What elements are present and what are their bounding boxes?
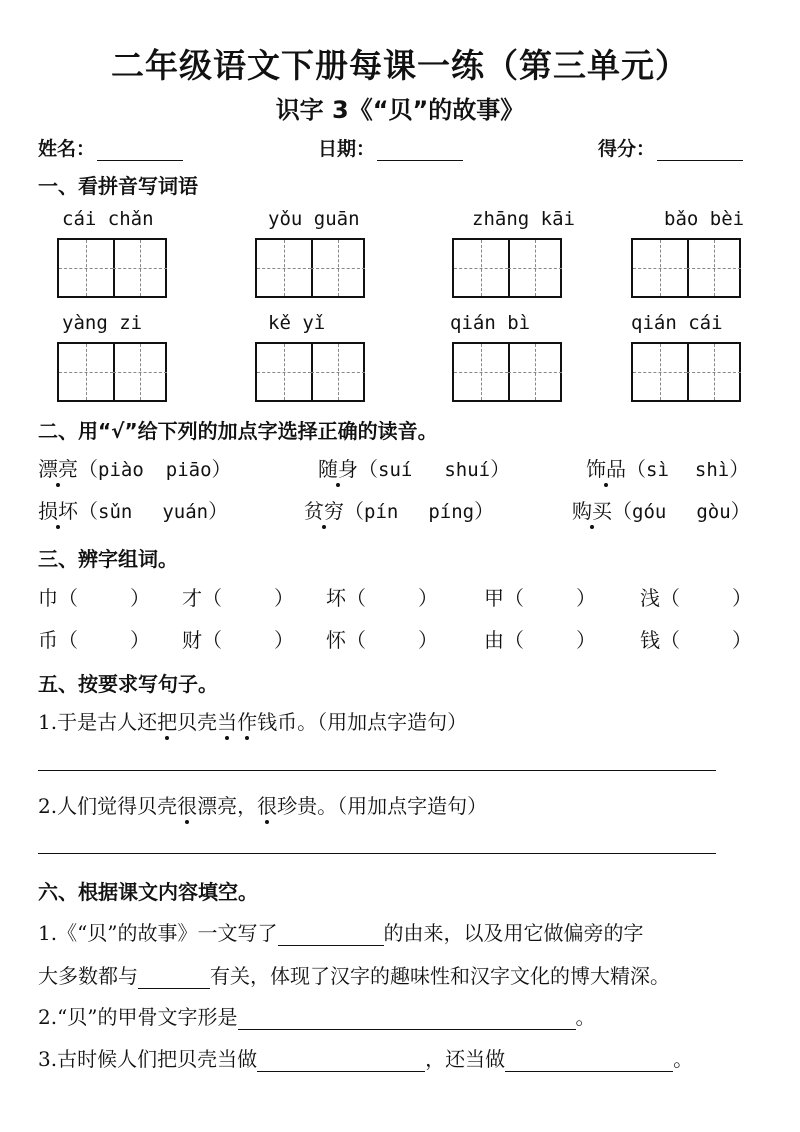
pronunciation-item[interactable]: 饰品（sì shì） [586, 453, 749, 482]
answer-line[interactable] [38, 853, 716, 854]
pinyin-label: kě yǐ [268, 312, 326, 334]
word-group-item[interactable]: 才（ ） [182, 586, 294, 610]
answer-line[interactable] [38, 770, 716, 771]
date-blank[interactable] [377, 142, 463, 161]
pinyin-label: yàng zi [62, 312, 143, 334]
name-label: 姓名： [38, 138, 96, 160]
pinyin-label: cái chǎn [62, 208, 154, 230]
section1-heading: 一、看拼音写词语 [38, 174, 198, 198]
fill-blank-line-3: 2.“贝”的甲骨文字形是 。 [38, 1005, 596, 1029]
option-2[interactable]: píng [428, 501, 475, 523]
sentence-prompt-2: 2.人们觉得贝壳很漂亮，很珍贵。（用加点字造句） [38, 790, 487, 819]
word-group-item[interactable]: 财（ ） [182, 628, 294, 652]
fill-blank-line-1: 1.《“贝”的故事》一文写了 的由来，以及用它做偏旁的字 [38, 921, 644, 945]
sentence-prompt-1: 1.于是古人还把贝壳当作钱币。（用加点字造句） [38, 706, 467, 735]
word-group-item[interactable]: 钱（ ） [640, 628, 752, 652]
section6-heading: 六、根据课文内容填空。 [38, 880, 258, 904]
option-1[interactable]: sì [646, 459, 669, 481]
pinyin-label: bǎo bèi [664, 208, 745, 230]
option-2[interactable]: shuí [444, 459, 491, 481]
score-label: 得分： [598, 138, 656, 160]
writing-grid[interactable] [452, 238, 562, 298]
pronunciation-item[interactable]: 贫穷（pín píng） [304, 495, 494, 524]
pronunciation-item[interactable]: 损坏（sǔn yuán） [38, 495, 228, 524]
option-1[interactable]: suí [378, 459, 413, 481]
item-word: 随身 [318, 453, 358, 482]
fill-blank[interactable] [257, 1051, 425, 1072]
item-word: 漂亮 [38, 453, 78, 482]
writing-grid[interactable] [57, 238, 167, 298]
option-1[interactable]: sǔn [98, 501, 133, 523]
page-subtitle: 识字 3《“贝”的故事》 [275, 96, 525, 124]
word-group-item[interactable]: 坏（ ） [326, 586, 438, 610]
writing-grid[interactable] [255, 342, 365, 402]
fill-blank-line-4: 3.古时候人们把贝壳当做 ，还当做 。 [38, 1047, 694, 1071]
item-word: 贫穷 [304, 495, 344, 524]
option-1[interactable]: pín [364, 501, 399, 523]
option-2[interactable]: gòu [696, 501, 731, 523]
pronunciation-item[interactable]: 购买（góu gòu） [572, 495, 751, 524]
word-group-item[interactable]: 浅（ ） [640, 586, 752, 610]
section2-heading: 二、用“√”给下列的加点字选择正确的读音。 [38, 419, 438, 443]
option-1[interactable]: góu [632, 501, 667, 523]
item-word: 饰品 [586, 453, 626, 482]
writing-grid[interactable] [255, 238, 365, 298]
name-field[interactable] [38, 134, 183, 161]
writing-grid[interactable] [631, 238, 741, 298]
fill-blank[interactable] [238, 1009, 576, 1030]
fill-blank[interactable] [138, 968, 210, 989]
section3-heading: 三、辨字组词。 [38, 547, 178, 571]
page-title: 二年级语文下册每课一练（第三单元） [111, 46, 689, 85]
option-1[interactable]: piào [98, 459, 144, 481]
word-group-item[interactable]: 币（ ） [38, 628, 150, 652]
item-word: 损坏 [38, 495, 78, 524]
word-group-item[interactable]: 巾（ ） [38, 586, 150, 610]
score-field[interactable] [598, 134, 743, 161]
pinyin-label: yǒu guān [268, 208, 360, 230]
pinyin-label: zhāng kāi [472, 208, 575, 230]
date-label: 日期： [318, 138, 376, 160]
fill-blank[interactable] [278, 925, 384, 946]
pronunciation-item[interactable]: 漂亮（piào piāo） [38, 453, 232, 482]
writing-grid[interactable] [631, 342, 741, 402]
word-group-item[interactable]: 甲（ ） [484, 586, 596, 610]
option-2[interactable]: yuán [162, 501, 209, 523]
pinyin-label: qián cái [631, 312, 723, 334]
pinyin-label: qián bì [450, 312, 531, 334]
option-2[interactable]: shì [694, 459, 730, 481]
section5-heading: 五、按要求写句子。 [38, 672, 218, 696]
option-2[interactable]: piāo [165, 459, 212, 481]
fill-blank[interactable] [505, 1051, 673, 1072]
word-group-item[interactable]: 由（ ） [484, 628, 596, 652]
date-field[interactable] [318, 134, 463, 161]
pronunciation-item[interactable]: 随身（suí shuí） [318, 453, 510, 482]
item-word: 购买 [572, 495, 612, 524]
writing-grid[interactable] [452, 342, 562, 402]
score-blank[interactable] [657, 142, 743, 161]
word-group-item[interactable]: 怀（ ） [326, 628, 438, 652]
name-blank[interactable] [97, 142, 183, 161]
fill-blank-line-2: 大多数都与 有关，体现了汉字的趣味性和汉字文化的博大精深。 [38, 964, 670, 988]
writing-grid[interactable] [57, 342, 167, 402]
